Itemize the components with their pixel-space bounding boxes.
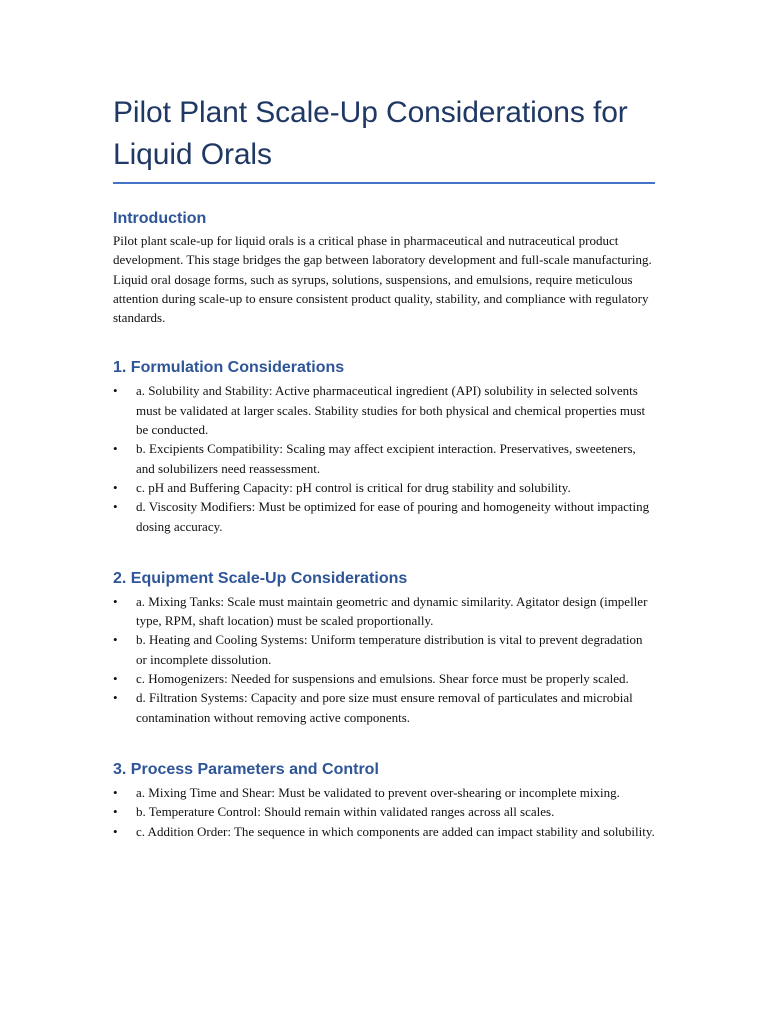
list-item: [113, 669, 655, 688]
bullet-icon: •: [113, 479, 118, 495]
list-item: [113, 381, 655, 439]
list-item: [113, 497, 655, 536]
list-item: [113, 592, 655, 631]
title-underline: [113, 182, 655, 184]
list-item: [113, 439, 655, 478]
document-title: Pilot Plant Scale-Up Considerations for Liquid Orals: [113, 96, 628, 171]
list-item: [113, 688, 655, 727]
equipment-list: [113, 592, 655, 727]
list-item: [113, 802, 655, 821]
bullet-icon: •: [113, 823, 118, 839]
list-item-text: b. Heating and Cooling Systems: Uniform temperature distribution is vital to prevent degradation or incomplete dissolution.: [136, 632, 643, 667]
bullet-icon: •: [113, 632, 118, 648]
bullet-icon: •: [113, 441, 118, 457]
process-list: [113, 783, 655, 841]
list-item-text: a. Mixing Tanks: Scale must maintain geometric and dynamic similarity. Agitator design (impeller type, RPM, shaft location) must be scaled proportionally.: [136, 593, 648, 629]
introduction-section: [113, 208, 655, 327]
bullet-icon: •: [113, 593, 118, 609]
list-item: [113, 478, 655, 497]
bullet-icon: •: [113, 383, 118, 399]
bullet-icon: •: [113, 804, 118, 820]
list-item: [113, 630, 655, 669]
introduction-paragraph: Pilot plant scale-up for liquid orals is a critical phase in pharmaceutical and nutraceutical product development. This stage bridges the gap between laboratory development and full-scale manufacturing. Liquid oral dosage forms, such as syrups, solutions, suspensions, and emulsions, require meticulous attention during scale-up to ensure consistent product quality, stability, and compliance with regulatory standards.: [113, 233, 652, 326]
list-item-text: c. Homogenizers: Needed for suspensions and emulsions. Shear force must be properly scaled.: [136, 671, 629, 687]
introduction-heading: Introduction: [113, 210, 207, 227]
bullet-icon: •: [113, 499, 118, 515]
list-item-text: a. Mixing Time and Shear: Must be validated to prevent over-shearing or incomplete mixing.: [136, 784, 620, 800]
bullet-icon: •: [113, 784, 118, 800]
process-section: [113, 759, 655, 841]
list-item-text: d. Viscosity Modifiers: Must be optimized for ease of pouring and homogeneity without impacting dosing accuracy.: [136, 499, 650, 534]
list-item-text: c. pH and Buffering Capacity: pH control is critical for drug stability and solubility.: [136, 479, 571, 495]
list-item: [113, 822, 655, 841]
equipment-section: [113, 568, 655, 727]
list-item-text: b. Temperature Control: Should remain within validated ranges across all scales.: [136, 804, 555, 820]
list-item-text: d. Filtration Systems: Capacity and pore size must ensure removal of particulates and microbial contamination without removing active components.: [136, 690, 633, 725]
process-heading: 3. Process Parameters and Control: [113, 760, 379, 778]
formulation-section: [113, 357, 655, 535]
bullet-icon: •: [113, 690, 118, 706]
list-item-text: c. Addition Order: The sequence in which components are added can impact stability and solubility.: [136, 823, 655, 839]
equipment-heading: 2. Equipment Scale-Up Considerations: [113, 569, 408, 587]
formulation-list: [113, 381, 655, 535]
document-page: [113, 92, 655, 841]
bullet-icon: •: [113, 671, 118, 687]
list-item-text: a. Solubility and Stability: Active pharmaceutical ingredient (API) solubility in selected solvents must be validated at larger scales. Stability studies for both physical and chemical properties must be conducted.: [136, 383, 646, 438]
list-item-text: b. Excipients Compatibility: Scaling may affect excipient interaction. Preservatives, sweeteners, and solubilizers need reassessment.: [136, 441, 636, 476]
formulation-heading: 1. Formulation Considerations: [113, 359, 345, 377]
list-item: [113, 783, 655, 802]
